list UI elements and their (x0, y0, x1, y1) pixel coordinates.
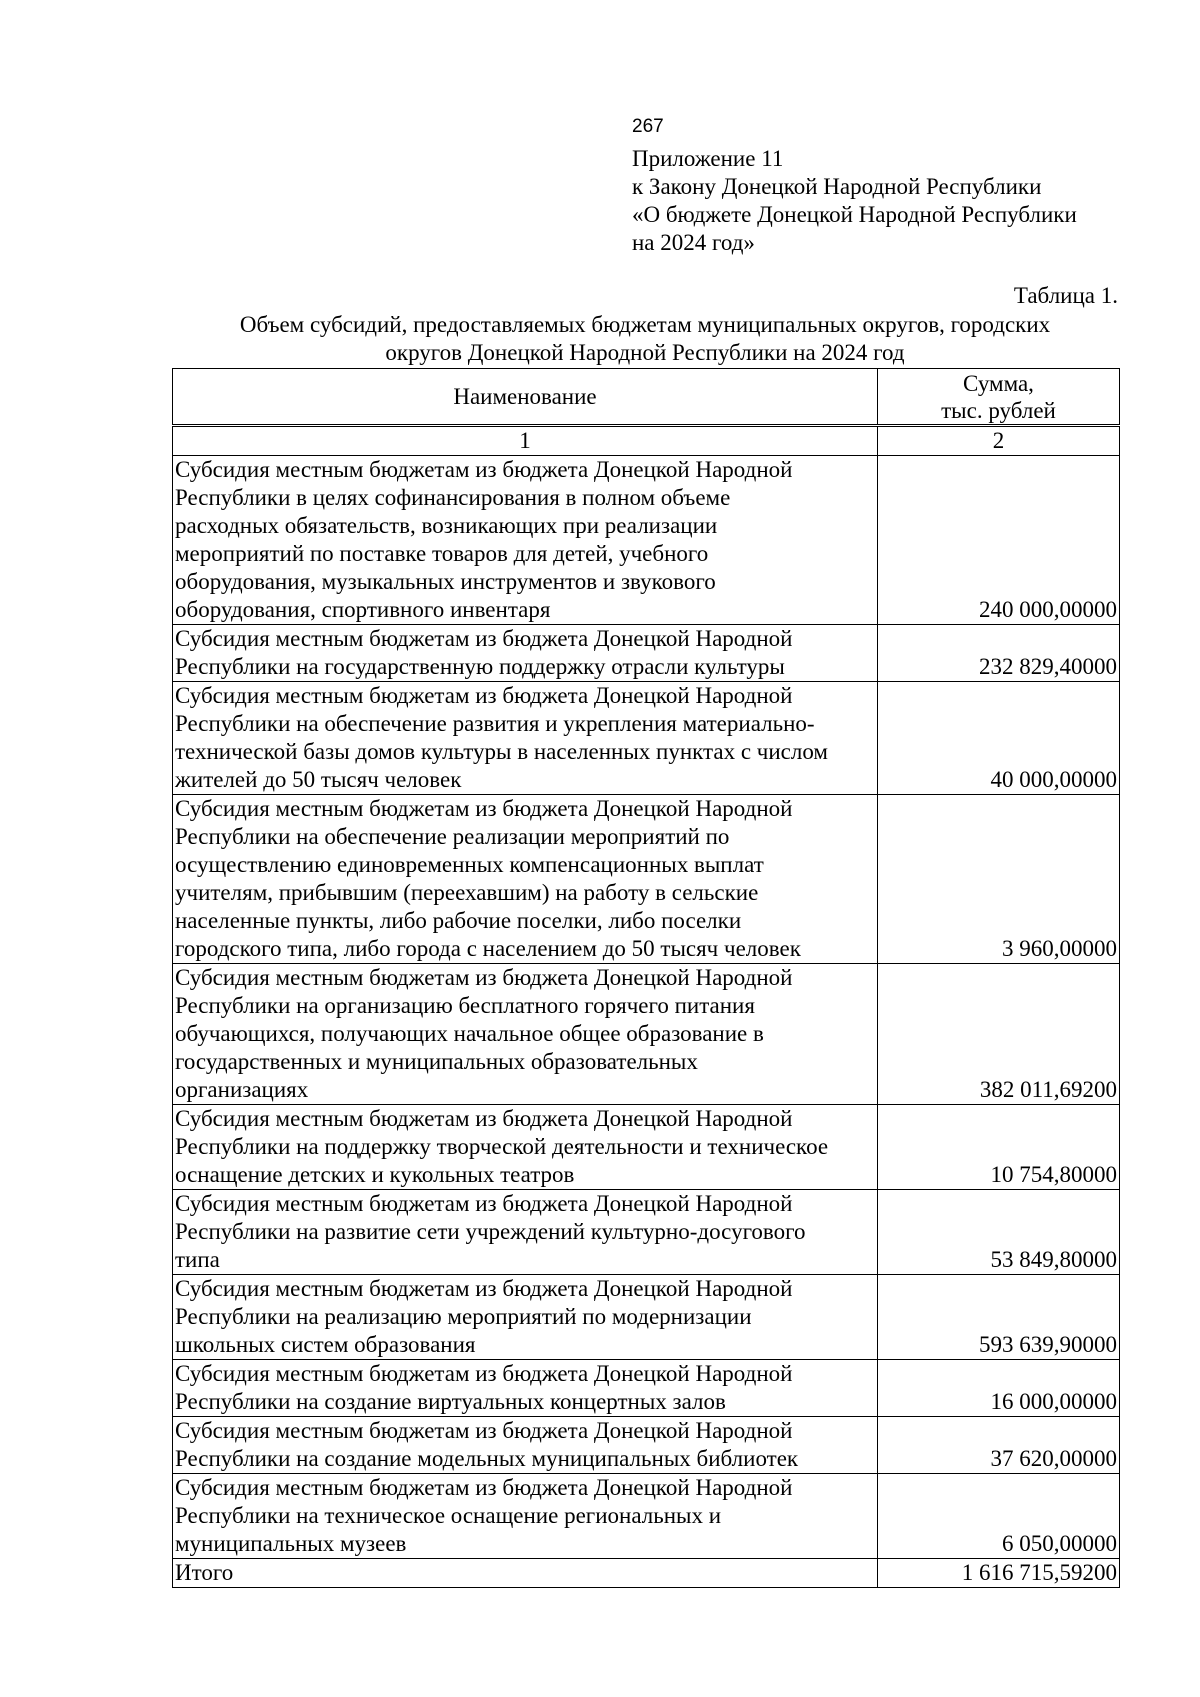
subsidy-amount-cell: 232 829,40000 (878, 625, 1120, 682)
subsidy-amount-cell: 382 011,69200 (878, 964, 1120, 1105)
column-numbers-row (173, 427, 1120, 456)
subsidy-name-line: жителей до 50 тысяч человек (175, 767, 462, 792)
subsidy-name-cell (173, 795, 878, 964)
subsidy-name-line: Субсидия местным бюджетам из бюджета Донецкой Народной (175, 1475, 793, 1500)
appendix-line: на 2024 год» (632, 230, 755, 255)
header-name-cell: Наименование (173, 369, 878, 425)
subsidy-amount-cell: 3 960,00000 (878, 795, 1120, 964)
subsidy-name-line: оборудования, спортивного инвентаря (175, 597, 551, 622)
subsidy-name-line: осуществлению единовременных компенсационных выплат (175, 852, 764, 877)
subsidy-name-cell (173, 964, 878, 1105)
table-label: Таблица 1. (1013, 283, 1118, 308)
subsidy-name-line: Республики на обеспечение реализации мероприятий по (175, 824, 730, 849)
subsidy-name-line: Субсидия местным бюджетам из бюджета Донецкой Народной (175, 796, 793, 821)
document-title (172, 311, 1118, 367)
subsidy-name-cell (173, 1417, 878, 1474)
table-row (173, 1474, 1120, 1559)
subsidy-name-line: Республики на обеспечение развития и укрепления материально- (175, 711, 815, 736)
subsidy-name-line: Республики на развитие сети учреждений культурно-досугового (175, 1219, 806, 1244)
subsidy-name-cell (173, 682, 878, 795)
subsidy-name-line: государственных и муниципальных образовательных (175, 1049, 698, 1074)
subsidy-name-line: Республики на создание модельных муниципальных библиотек (175, 1446, 799, 1471)
table-row (173, 1417, 1120, 1474)
subsidy-name-cell (173, 1190, 878, 1275)
column-number-cell: 1 (173, 427, 878, 456)
subsidies-table (172, 426, 1120, 1588)
subsidy-name-line: Субсидия местным бюджетам из бюджета Донецкой Народной (175, 1106, 793, 1131)
subsidy-amount-cell: 40 000,00000 (878, 682, 1120, 795)
subsidy-name-line: Субсидия местным бюджетам из бюджета Донецкой Народной (175, 965, 793, 990)
subsidy-name-line: Субсидия местным бюджетам из бюджета Донецкой Народной (175, 457, 793, 482)
subsidy-name-line: Субсидия местным бюджетам из бюджета Донецкой Народной (175, 1418, 793, 1443)
page-number: 267 (632, 116, 664, 137)
subsidy-name-line: обучающихся, получающих начальное общее образование в (175, 1021, 764, 1046)
subsidy-amount-cell: 593 639,90000 (878, 1275, 1120, 1360)
subsidy-name-cell (173, 1360, 878, 1417)
table-header (172, 368, 1120, 425)
appendix-line: «О бюджете Донецкой Народной Республики (632, 202, 1077, 227)
subsidy-name-line: Республики на поддержку творческой деятельности и техническое (175, 1134, 829, 1159)
total-label-cell: Итого (173, 1559, 878, 1588)
table-row (173, 795, 1120, 964)
subsidy-name-line: Субсидия местным бюджетам из бюджета Донецкой Народной (175, 683, 793, 708)
table-row (173, 625, 1120, 682)
appendix-reference (632, 145, 1077, 257)
table-row (173, 1275, 1120, 1360)
subsidy-name-line: Республики на реализацию мероприятий по модернизации (175, 1304, 752, 1329)
subsidy-amount-cell: 240 000,00000 (878, 456, 1120, 625)
subsidy-name-cell (173, 456, 878, 625)
subsidy-name-line: населенные пункты, либо рабочие поселки, либо поселки (175, 908, 742, 933)
subsidy-amount-cell: 53 849,80000 (878, 1190, 1120, 1275)
appendix-line: к Закону Донецкой Народной Республики (632, 174, 1042, 199)
table-row (173, 1105, 1120, 1190)
subsidy-name-line: мероприятий по поставке товаров для детей, учебного (175, 541, 709, 566)
appendix-line: Приложение 11 (632, 146, 784, 171)
subsidy-name-line: Республики на техническое оснащение региональных и (175, 1503, 722, 1528)
subsidy-name-line: Республики в целях софинансирования в полном объеме (175, 485, 731, 510)
subsidy-name-line: Республики на государственную поддержку отрасли культуры (175, 654, 785, 679)
subsidy-name-line: типа (175, 1247, 220, 1272)
subsidy-name-line: Субсидия местным бюджетам из бюджета Донецкой Народной (175, 626, 793, 651)
subsidy-name-cell (173, 1275, 878, 1360)
subsidy-name-line: муниципальных музеев (175, 1531, 407, 1556)
subsidy-name-cell (173, 1105, 878, 1190)
column-number-cell: 2 (878, 427, 1120, 456)
total-row (173, 1559, 1120, 1588)
subsidy-name-line: организациях (175, 1077, 309, 1102)
subsidy-name-line: Республики на создание виртуальных концертных залов (175, 1389, 726, 1414)
subsidy-name-cell (173, 625, 878, 682)
subsidy-name-line: технической базы домов культуры в населенных пунктах с числом (175, 739, 828, 764)
subsidy-amount-cell: 6 050,00000 (878, 1474, 1120, 1559)
total-amount-cell: 1 616 715,59200 (878, 1559, 1120, 1588)
subsidy-name-line: учителям, прибывшим (переехавшим) на работу в сельские (175, 880, 759, 905)
table-row (173, 1190, 1120, 1275)
table-row (173, 456, 1120, 625)
subsidy-name-line: Республики на организацию бесплатного горячего питания (175, 993, 755, 1018)
subsidy-name-line: оснащение детских и кукольных театров (175, 1162, 575, 1187)
table-row (173, 964, 1120, 1105)
title-line: Объем субсидий, предоставляемых бюджетам муниципальных округов, городских (239, 312, 1051, 337)
subsidy-name-line: школьных систем образования (175, 1332, 476, 1357)
subsidy-name-line: Субсидия местным бюджетам из бюджета Донецкой Народной (175, 1361, 793, 1386)
subsidy-name-line: Субсидия местным бюджетам из бюджета Донецкой Народной (175, 1191, 793, 1216)
subsidy-name-cell (173, 1474, 878, 1559)
subsidy-name-line: городского типа, либо города с населением до 50 тысяч человек (175, 936, 801, 961)
subsidy-amount-cell: 10 754,80000 (878, 1105, 1120, 1190)
table-row (173, 1360, 1120, 1417)
subsidy-amount-cell: 37 620,00000 (878, 1417, 1120, 1474)
subsidy-name-line: Субсидия местным бюджетам из бюджета Донецкой Народной (175, 1276, 793, 1301)
header-sum-line: тыс. рублей (941, 397, 1056, 423)
subsidy-amount-cell: 16 000,00000 (878, 1360, 1120, 1417)
subsidy-name-line: расходных обязательств, возникающих при реализации (175, 513, 718, 538)
subsidy-name-line: оборудования, музыкальных инструментов и звукового (175, 569, 716, 594)
title-line: округов Донецкой Народной Республики на 2024 год (385, 340, 905, 365)
header-sum-line: Сумма, (963, 370, 1034, 396)
header-sum-cell (878, 369, 1120, 425)
table-row (173, 682, 1120, 795)
